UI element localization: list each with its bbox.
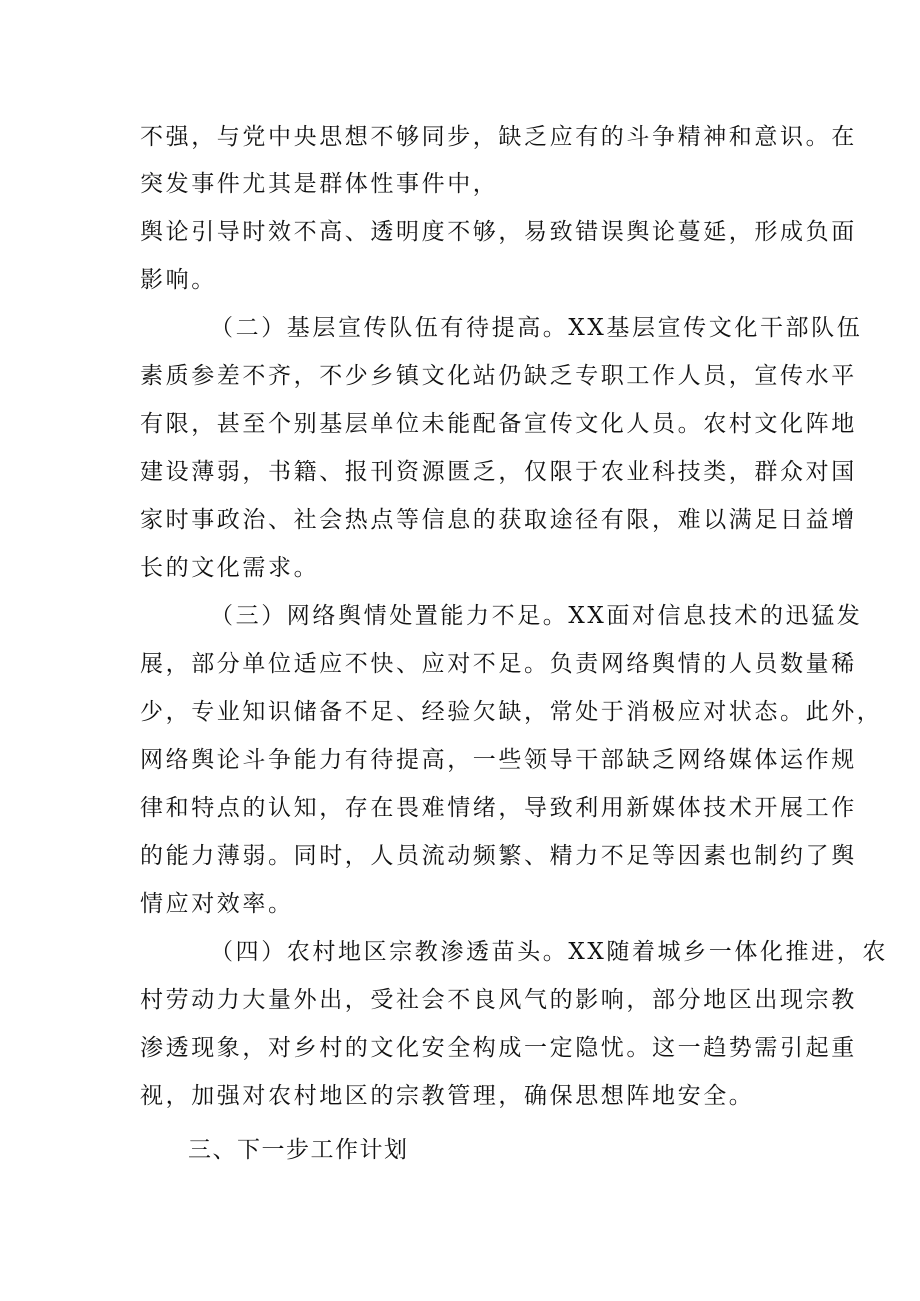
paragraph-2-line-3: 有限，甚至个别基层单位未能配备宣传文化人员。农村文化阵地 xyxy=(140,411,857,437)
paragraph-3-line-6: 的能力薄弱。同时，人员流动频繁、精力不足等因素也制约了舆 xyxy=(140,843,857,869)
paragraph-1-line-4: 影响。 xyxy=(140,267,217,293)
paragraph-3-line-2: 展，部分单位适应不快、应对不足。负责网络舆情的人员数量稀 xyxy=(140,651,857,677)
paragraph-1-line-1: 不强，与党中央思想不够同步，缺乏应有的斗争精神和意识。在 xyxy=(140,124,857,150)
paragraph-2-line-5: 家时事政治、社会热点等信息的获取途径有限，难以满足日益增 xyxy=(140,507,857,533)
paragraph-4-line-3: 渗透现象，对乡村的文化安全构成一定隐忧。这一趋势需引起重 xyxy=(140,1035,857,1061)
paragraph-2-line-6: 长的文化需求。 xyxy=(140,555,320,581)
paragraph-3-line-7: 情应对效率。 xyxy=(140,891,294,917)
section-heading: 三、下一步工作计划 xyxy=(188,1137,409,1163)
paragraph-3-line-4: 网络舆论斗争能力有待提高，一些领导干部缺乏网络媒体运作规 xyxy=(140,747,857,773)
paragraph-3-line-3: 少，专业知识储备不足、经验欠缺，常处于消极应对状态。此外， xyxy=(140,699,883,725)
paragraph-1-line-2: 突发事件尤其是群体性事件中， xyxy=(140,171,499,197)
paragraph-4-line-2: 村劳动力大量外出，受社会不良风气的影响，部分地区出现宗教 xyxy=(140,987,857,1013)
paragraph-3-line-5: 律和特点的认知，存在畏难情绪，导致利用新媒体技术开展工作 xyxy=(140,795,857,821)
paragraph-2-line-1: （二）基层宣传队伍有待提高。XX基层宣传文化干部队伍 xyxy=(210,315,863,341)
paragraph-2-line-4: 建设薄弱，书籍、报刊资源匮乏，仅限于农业科技类，群众对国 xyxy=(140,459,857,485)
paragraph-4-line-4: 视，加强对农村地区的宗教管理，确保思想阵地安全。 xyxy=(140,1083,755,1109)
paragraph-1-line-3: 舆论引导时效不高、透明度不够，易致错误舆论蔓延，形成负面 xyxy=(140,219,857,245)
paragraph-2-line-2: 素质参差不齐，不少乡镇文化站仍缺乏专职工作人员，宣传水平 xyxy=(140,363,857,389)
paragraph-3-line-1: （三）网络舆情处置能力不足。XX面对信息技术的迅猛发 xyxy=(210,603,863,629)
paragraph-4-line-1: （四）农村地区宗教渗透苗头。XX随着城乡一体化推进，农 xyxy=(210,939,888,965)
